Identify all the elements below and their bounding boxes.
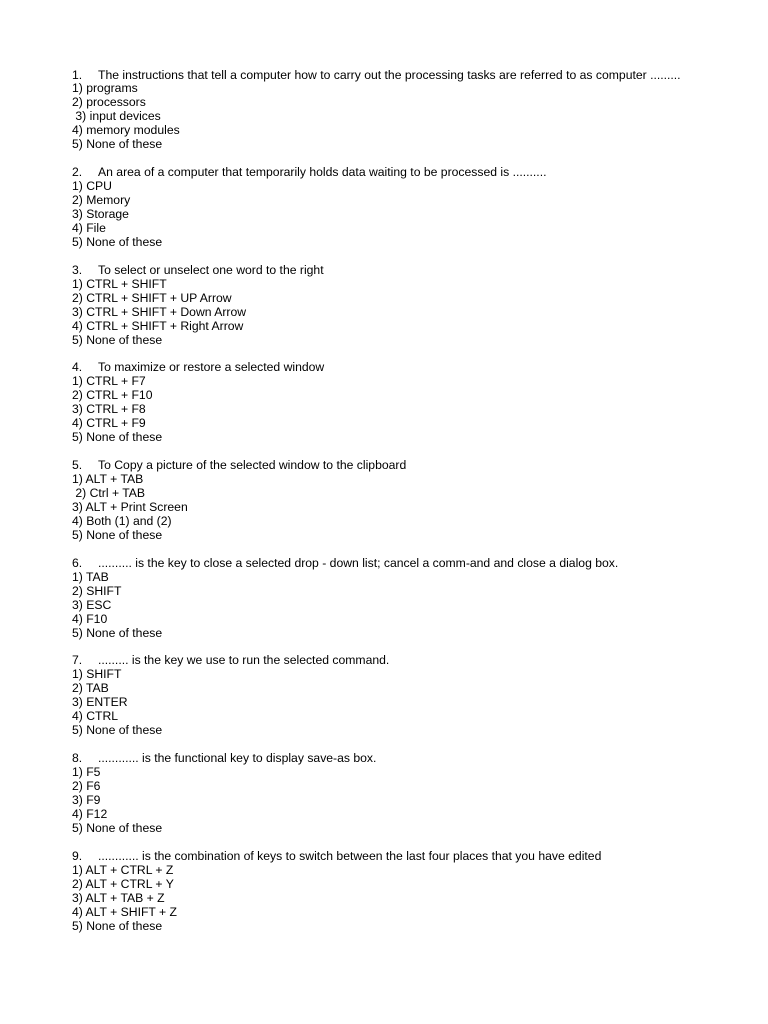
answer-option: 5) None of these bbox=[72, 234, 163, 249]
answer-option: 3) ALT + TAB + Z bbox=[72, 890, 165, 905]
answer-option: 3) Storage bbox=[72, 207, 129, 222]
answer-option: 5) None of these bbox=[72, 723, 163, 738]
answer-option: 4) ALT + SHIFT + Z bbox=[72, 904, 177, 919]
question-2 bbox=[72, 166, 732, 250]
question-text: .......... is the key to close a selected drop - down list; cancel a comm-and and close a dialog box. bbox=[98, 555, 619, 570]
answer-option: 3) ESC bbox=[72, 597, 112, 612]
answer-option: 1) ALT + CTRL + Z bbox=[72, 862, 174, 877]
question-number: 5. bbox=[72, 458, 83, 473]
answer-option: 4) File bbox=[72, 220, 106, 235]
question-stem bbox=[72, 654, 732, 668]
answer-option: 1) programs bbox=[72, 81, 138, 96]
question-text: ............ is the functional key to display save-as box. bbox=[98, 751, 377, 766]
answer-option: 4) CTRL + F9 bbox=[72, 416, 146, 431]
question-1 bbox=[72, 69, 732, 153]
answer-option: 3) CTRL + F8 bbox=[72, 402, 146, 417]
question-list bbox=[72, 69, 732, 948]
question-text: To Copy a picture of the selected window to the clipboard bbox=[98, 458, 407, 473]
answer-option: 2) ALT + CTRL + Y bbox=[72, 876, 174, 891]
answer-option: 5) None of these bbox=[72, 332, 163, 347]
answer-option: 5) None of these bbox=[72, 137, 163, 152]
answer-option: 5) None of these bbox=[72, 918, 163, 933]
question-4 bbox=[72, 361, 732, 445]
question-stem bbox=[72, 361, 732, 375]
question-number: 2. bbox=[72, 165, 83, 180]
answer-option: 2) Ctrl + TAB bbox=[72, 486, 146, 501]
answer-option: 2) TAB bbox=[72, 681, 109, 696]
question-number: 8. bbox=[72, 751, 83, 766]
question-number: 1. bbox=[72, 67, 83, 82]
answer-option: 3) CTRL + SHIFT + Down Arrow bbox=[72, 304, 247, 319]
answer-option: 1) CPU bbox=[72, 179, 112, 194]
question-number: 4. bbox=[72, 360, 83, 375]
answer-option: 3) input devices bbox=[72, 109, 161, 124]
answer-option: 1) CTRL + SHIFT bbox=[72, 276, 167, 291]
answer-option: 2) F6 bbox=[72, 779, 101, 793]
answer-option: 5) None of these bbox=[72, 430, 163, 445]
question-number: 6. bbox=[72, 555, 83, 570]
answer-option: 4) CTRL bbox=[72, 709, 119, 724]
question-number: 9. bbox=[72, 848, 83, 863]
answer-option: 5) None of these bbox=[72, 625, 163, 640]
answer-option: 2) CTRL + F10 bbox=[72, 388, 153, 403]
question-stem bbox=[72, 557, 732, 571]
question-text: To select or unselect one word to the right bbox=[98, 262, 324, 277]
question-number: 7. bbox=[72, 653, 83, 668]
answer-option: 1) ALT + TAB bbox=[72, 472, 144, 487]
answer-option: 1) CTRL + F7 bbox=[72, 374, 146, 389]
answer-option: 2) SHIFT bbox=[72, 583, 122, 598]
answer-option: 3) ENTER bbox=[72, 695, 128, 710]
question-5 bbox=[72, 459, 732, 543]
question-9 bbox=[72, 850, 732, 934]
answer-option: 3) F9 bbox=[72, 792, 101, 807]
answer-option: 2) Memory bbox=[72, 193, 131, 208]
question-3 bbox=[72, 264, 732, 348]
answer-option: 4) CTRL + SHIFT + Right Arrow bbox=[72, 318, 244, 333]
answer-option: 3) ALT + Print Screen bbox=[72, 499, 188, 514]
question-text: ......... is the key we use to run the selected command. bbox=[98, 653, 390, 668]
answer-option: 2) processors bbox=[72, 95, 146, 110]
answer-option: 4) memory modules bbox=[72, 123, 180, 138]
answer-option: 4) F12 bbox=[72, 806, 108, 821]
question-stem bbox=[72, 69, 732, 83]
answer-option: 5) None of these bbox=[72, 527, 163, 542]
question-number: 3. bbox=[72, 262, 83, 277]
question-text: To maximize or restore a selected window bbox=[98, 360, 325, 375]
answer-option: 4) F10 bbox=[72, 611, 108, 626]
answer-option: 4) Both (1) and (2) bbox=[72, 513, 172, 528]
question-text: An area of a computer that temporarily holds data waiting to be processed is .......... bbox=[98, 165, 547, 180]
answer-option: 5) None of these bbox=[72, 820, 163, 835]
question-7 bbox=[72, 654, 732, 738]
question-stem bbox=[72, 752, 732, 766]
question-stem bbox=[72, 459, 732, 473]
answer-option: 1) F5 bbox=[72, 765, 101, 780]
answer-option: 1) SHIFT bbox=[72, 667, 122, 682]
question-text: The instructions that tell a computer how to carry out the processing tasks are referred to as computer ......... bbox=[98, 67, 681, 82]
question-stem bbox=[72, 850, 732, 864]
question-6 bbox=[72, 557, 732, 641]
answer-option: 1) TAB bbox=[72, 569, 109, 584]
question-text: ............ is the combination of keys to switch between the last four places that you have edited bbox=[98, 848, 602, 863]
question-8 bbox=[72, 752, 732, 836]
question-stem bbox=[72, 166, 732, 180]
answer-option: 2) CTRL + SHIFT + UP Arrow bbox=[72, 290, 232, 305]
question-stem bbox=[72, 264, 732, 278]
